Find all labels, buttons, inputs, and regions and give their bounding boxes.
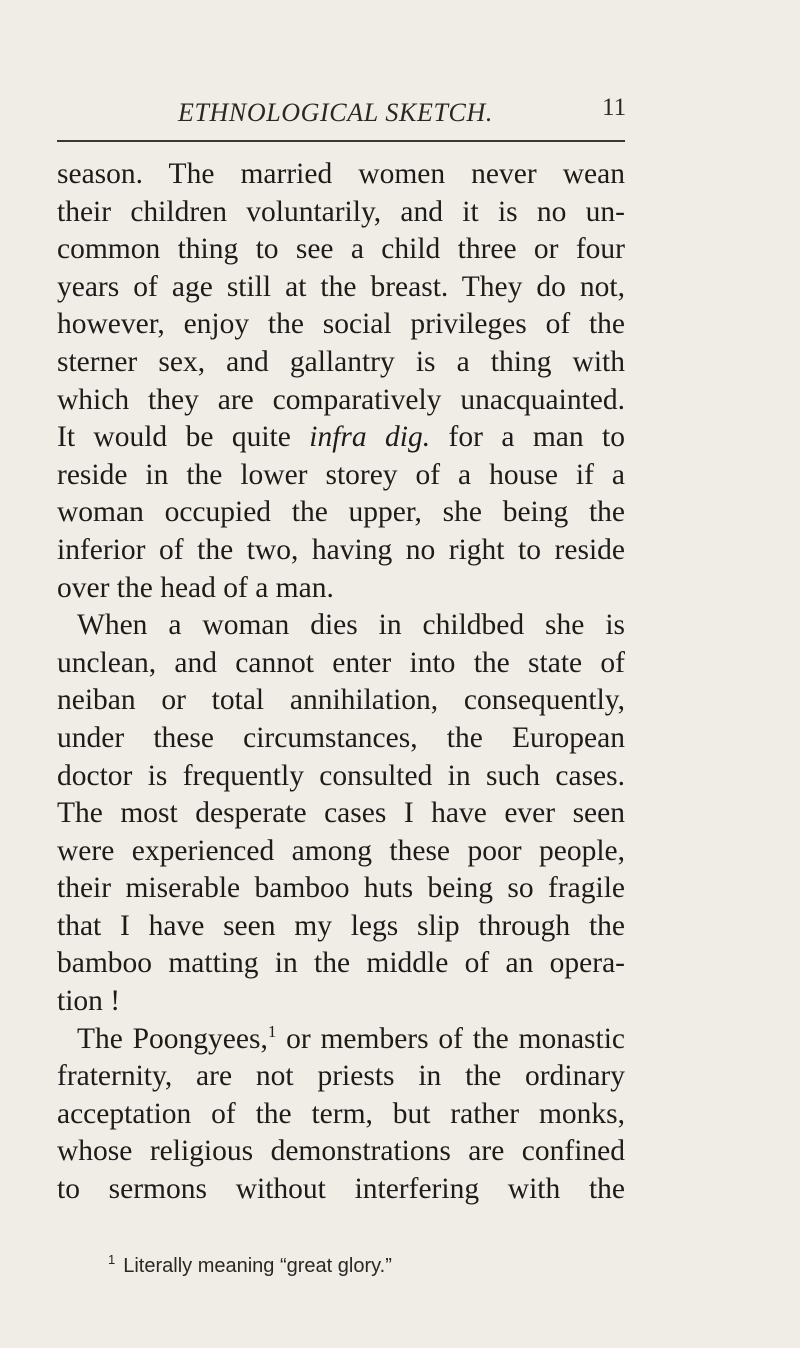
header-rule [57,140,625,142]
text-line: whose religious demonstrations are confined [57,1135,625,1168]
text-line: reside in the lower storey of a house if a [57,458,625,491]
footnote [108,1252,392,1278]
text-line: years of age still at the breast. They do not, [57,270,625,303]
page-number: 11 [602,94,627,121]
text-line-with-footnote-ref [57,1021,625,1059]
footnote-text: Literally meaning “great glory.” [123,1255,392,1277]
body-text [57,156,625,1209]
text-line: sterner sex, and gallantry is a thing with [57,345,625,378]
text-line: which they are comparatively unacquainted. [57,383,625,416]
text-line: under these circumstances, the European [57,721,625,754]
text-line: to sermons without interfering with the [57,1173,625,1206]
text-line: tion ! [57,985,121,1018]
text-line: their children voluntarily, and it is no un- [57,195,625,228]
footnote-marker: 1 [108,1252,116,1268]
text-line: neiban or total annihilation, consequently, [57,684,625,717]
text-line: inferior of the two, having no right to reside [57,533,625,566]
italic-phrase: infra dig. [309,421,431,454]
text-line: however, enjoy the social privileges of the [57,308,625,341]
text-line: bamboo matting in the middle of an opera- [57,947,625,980]
text-run: or members of the monastic [276,1022,626,1055]
text-line: their miserable bamboo huts being so fragile [57,872,625,905]
text-line: woman occupied the upper, she being the [57,496,625,529]
text-line: over the head of a man. [57,571,334,604]
text-line: common thing to see a child three or four [57,233,625,266]
running-head: ETHNOLOGICAL SKETCH. [178,98,493,127]
text-line: When a woman dies in childbed she is [77,609,625,642]
text-run: The Poongyees, [77,1022,268,1055]
text-line: The most desperate cases I have ever seen [57,797,625,830]
text-line: doctor is frequently consulted in such cases. [57,759,625,792]
text-line: fraternity, are not priests in the ordinary [57,1060,625,1093]
text-line-with-italic [57,419,625,457]
text-line: were experienced among these poor people, [57,834,625,867]
text-line: that I have seen my legs slip through the [57,909,625,942]
text-line: season. The married women never wean [57,158,625,190]
text-line: unclean, and cannot enter into the state of [57,646,625,679]
text-run: It would be quite [57,421,310,454]
text-line: acceptation of the term, but rather monks, [57,1097,625,1130]
footnote-reference: 1 [267,1021,277,1041]
text-run: for a man to [430,421,625,454]
